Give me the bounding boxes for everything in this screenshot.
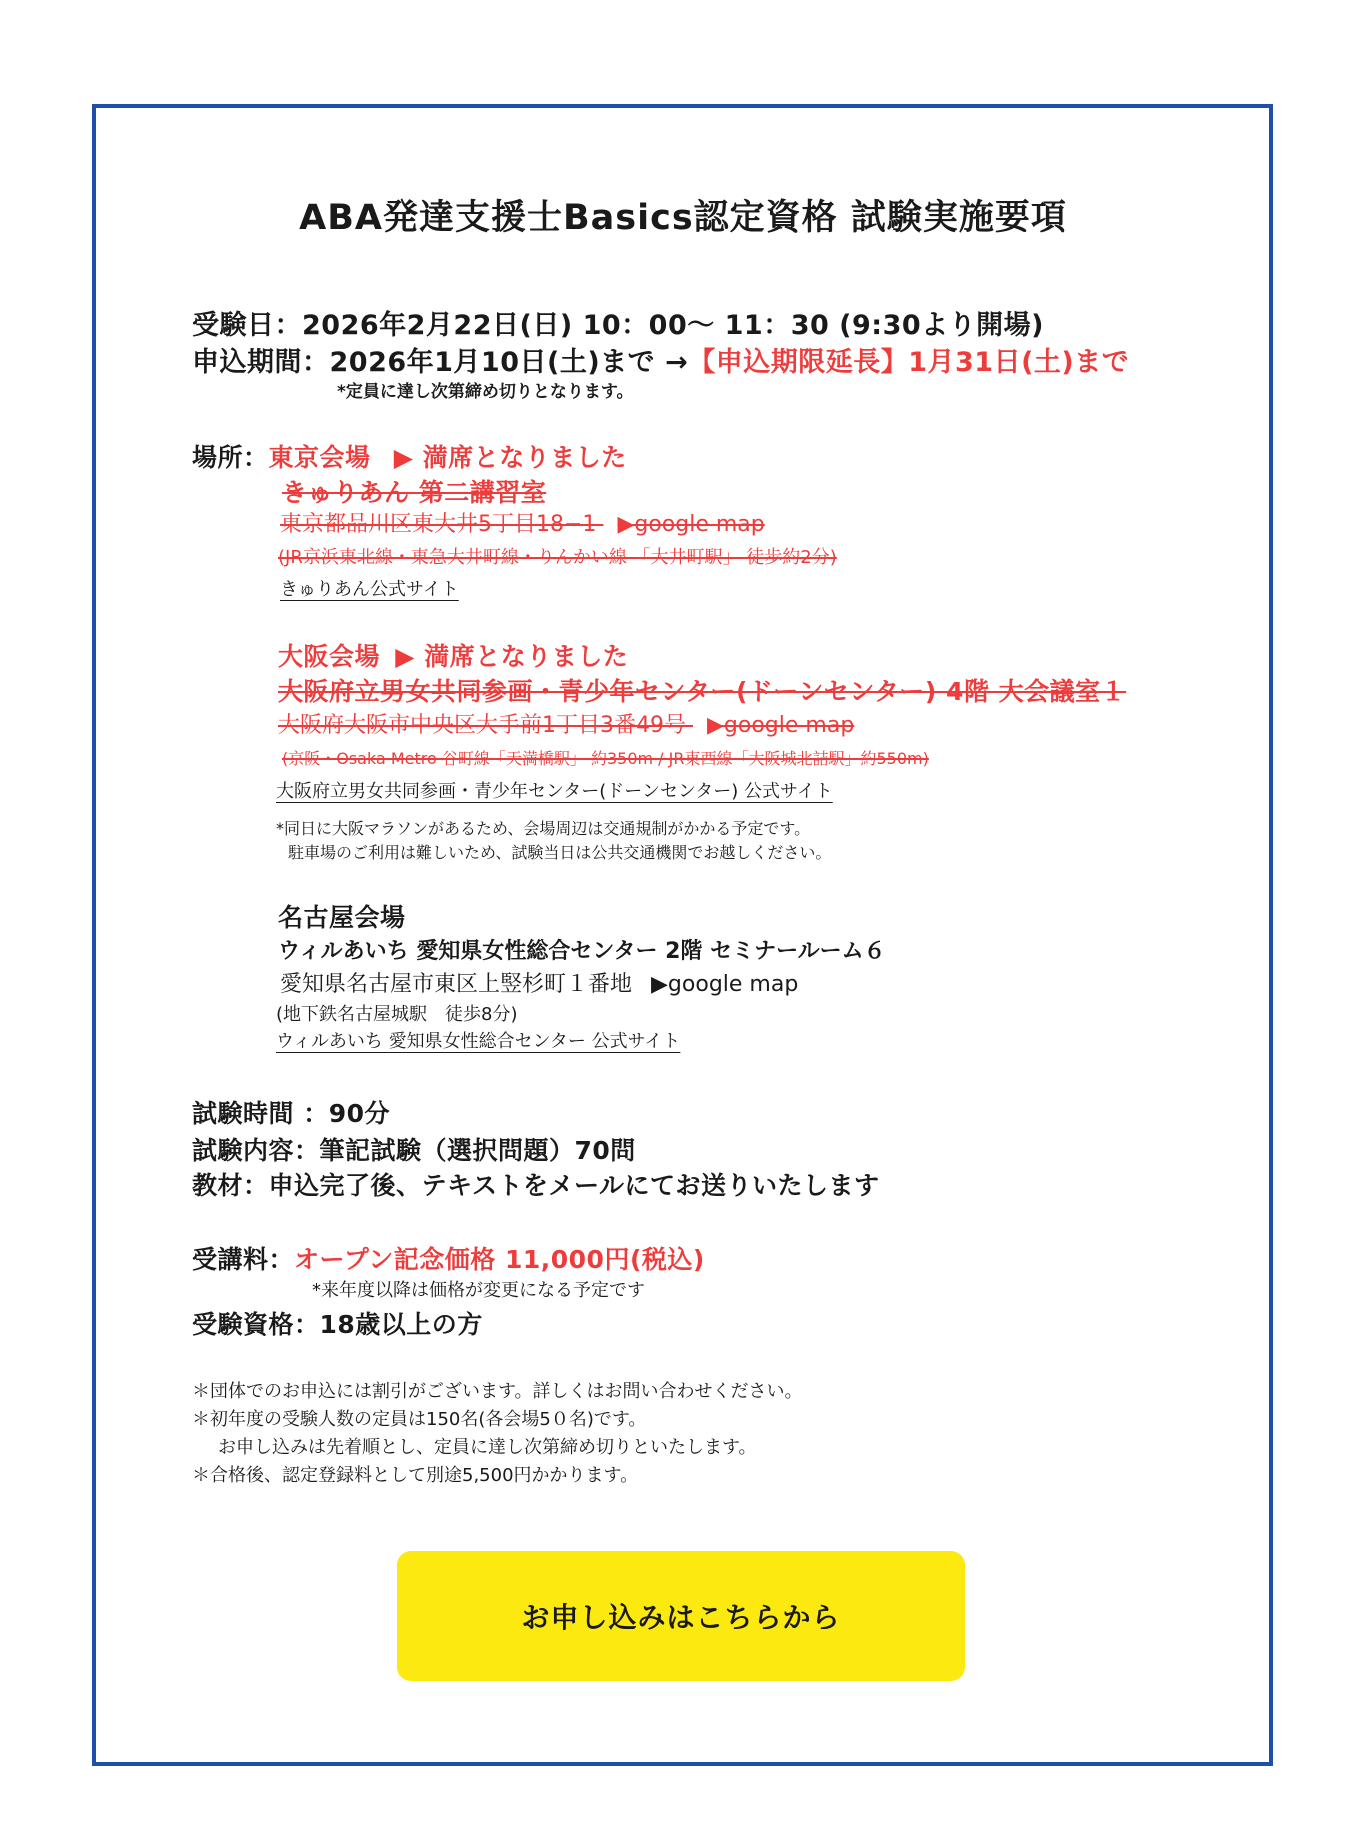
nagoya-site-link[interactable]: ウィルあいち 愛知県女性総合センター 公式サイト bbox=[276, 1031, 681, 1052]
eligibility: 受験資格：18歳以上の方 bbox=[192, 1310, 483, 1339]
application-note: *定員に達し次第締め切りとなります。 bbox=[337, 382, 634, 402]
application-period-value: 2026年1月10日(土)まで → bbox=[329, 347, 689, 378]
osaka-status: 満席となりました bbox=[424, 642, 629, 671]
tokyo-access: (JR京浜東北線・東急大井町線・りんかい線 「大井町駅」 徒歩約2分) bbox=[278, 547, 837, 568]
fee-row bbox=[192, 1240, 705, 1276]
osaka-header bbox=[278, 637, 628, 673]
fee-note: *来年度以降は価格が変更になる予定です bbox=[312, 1280, 645, 1301]
tokyo-address-row bbox=[280, 507, 765, 538]
exam-date-row bbox=[192, 303, 1044, 342]
tokyo-map-link[interactable]: ▶google map bbox=[617, 512, 765, 537]
osaka-map-link[interactable]: ▶google map bbox=[707, 713, 855, 738]
apply-button[interactable]: お申し込みはこちらから bbox=[397, 1551, 965, 1681]
note-registration-fee: ＊合格後、認定登録料として別途5,500円かかります。 bbox=[192, 1465, 639, 1486]
venue-label: 場所： bbox=[192, 443, 269, 472]
note-capacity: ＊初年度の受験人数の定員は150名(各会場5０名)です。 bbox=[192, 1409, 647, 1430]
application-period-label: 申込期間： bbox=[192, 347, 330, 378]
osaka-site-link[interactable]: 大阪府立男女共同参画・青少年センター(ドーンセンター) 公式サイト bbox=[276, 781, 833, 802]
exam-date-value: 2026年2月22日(日) 10：00〜 11：30 (9:30より開場) bbox=[302, 310, 1045, 341]
tokyo-venue-name: 東京会場 bbox=[268, 443, 371, 472]
tokyo-header bbox=[192, 438, 627, 474]
note-first-come: お申し込みは先着順とし、定員に達し次第締め切りといたします。 bbox=[218, 1437, 757, 1458]
arrow-right-icon: ▶ bbox=[395, 642, 415, 671]
exam-date-label: 受験日： bbox=[192, 310, 302, 341]
osaka-venue-name: 大阪会場 bbox=[278, 642, 381, 671]
fee-label: 受講料： bbox=[192, 1245, 295, 1274]
nagoya-place: ウィルあいち 愛知県女性総合センター 2階 セミナールーム６ bbox=[278, 939, 886, 964]
osaka-address: 大阪府大阪市中央区大手前1丁目3番49号 bbox=[278, 713, 686, 738]
nagoya-address-row bbox=[280, 967, 798, 998]
fee-value: オープン記念価格 11,000円(税込) bbox=[294, 1245, 705, 1274]
osaka-place: 大阪府立男女共同参画・青少年センター(ドーンセンター) 4階 大会議室１ bbox=[278, 677, 1127, 706]
nagoya-address: 愛知県名古屋市東区上竪杉町１番地 bbox=[280, 972, 633, 997]
nagoya-map-link[interactable]: ▶google map bbox=[651, 972, 799, 997]
osaka-note-1: *同日に大阪マラソンがあるため、会場周辺は交通規制がかかる予定です。 bbox=[276, 819, 811, 838]
tokyo-site-link[interactable]: きゅりあん公式サイト bbox=[280, 579, 459, 600]
nagoya-access: (地下鉄名古屋城駅 徒歩8分) bbox=[276, 1004, 518, 1025]
exam-content: 試験内容：筆記試験（選択問題）70問 bbox=[192, 1136, 636, 1165]
tokyo-address: 東京都品川区東大井5丁目18−1 bbox=[280, 512, 597, 537]
exam-time: 試験時間 ：90分 bbox=[192, 1099, 390, 1128]
osaka-note-2: 駐車場のご利用は難しいため、試験当日は公共交通機関でお越しください。 bbox=[288, 843, 832, 862]
arrow-right-icon: ▶ bbox=[393, 443, 414, 472]
nagoya-venue-name: 名古屋会場 bbox=[278, 903, 406, 932]
application-period-row bbox=[192, 340, 1129, 379]
osaka-access: (京阪・Osaka Metro 谷町線「天満橋駅」 約350m / JR東西線「大阪城北詰駅」約550m) bbox=[282, 749, 929, 768]
materials: 教材：申込完了後、テキストをメールにてお送りいたします bbox=[192, 1171, 880, 1200]
page-title: ABA発達支援士Basics認定資格 試験実施要項 bbox=[299, 198, 1067, 238]
tokyo-place: きゅりあん 第二講習室 bbox=[282, 478, 547, 507]
osaka-address-row bbox=[278, 708, 854, 739]
application-extended: 【申込期限延長】1月31日(土)まで bbox=[688, 347, 1130, 378]
note-discount: ＊団体でのお申込には割引がございます。詳しくはお問い合わせください。 bbox=[192, 1381, 803, 1402]
tokyo-status: 満席となりました bbox=[422, 443, 627, 472]
